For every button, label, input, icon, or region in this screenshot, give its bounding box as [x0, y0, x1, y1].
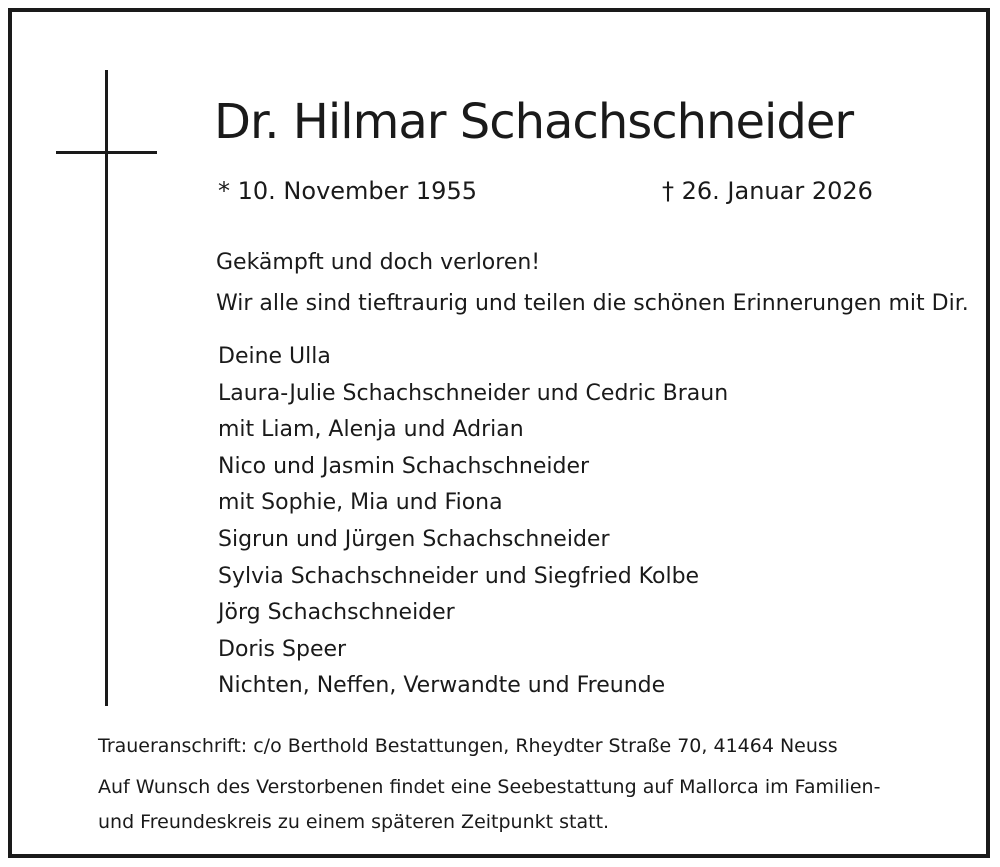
mourner-entry: Jörg Schachschneider: [218, 600, 455, 626]
mourner-entry: mit Liam, Alenja und Adrian: [218, 417, 524, 443]
burial-notice-line: und Freundeskreis zu einem späteren Zeitpunkt statt.: [98, 811, 610, 833]
mourner-entry: Laura-Julie Schachschneider und Cedric Braun: [218, 380, 729, 406]
cross-vertical-bar: [105, 70, 108, 706]
burial-notice-line: Auf Wunsch des Verstorbenen findet eine Seebestattung auf Mallorca im Familien-: [98, 776, 881, 798]
mourner-entry: Sigrun und Jürgen Schachschneider: [218, 526, 610, 552]
mourner-entry: Nico und Jasmin Schachschneider: [218, 453, 590, 479]
birth-date: * 10. November 1955: [218, 177, 477, 205]
mourner-entry: Nichten, Neffen, Verwandte und Freunde: [218, 673, 666, 699]
cross-horizontal-bar: [56, 151, 157, 154]
motto-line: Gekämpft und doch verloren!: [216, 250, 541, 275]
motto-line: Wir alle sind tieftraurig und teilen die schönen Erinnerungen mit Dir.: [216, 291, 969, 316]
mourner-entry: Sylvia Schachschneider und Siegfried Kolbe: [218, 563, 700, 589]
death-date: † 26. Januar 2026: [662, 177, 873, 205]
mourning-address: Traueranschrift: c/o Berthold Bestattungen, Rheydter Straße 70, 41464 Neuss: [98, 735, 838, 757]
mourner-entry: Doris Speer: [218, 636, 347, 662]
mourner-entry: mit Sophie, Mia und Fiona: [218, 490, 503, 516]
deceased-name: Dr. Hilmar Schachschneider: [214, 94, 854, 150]
mourners-list: [218, 339, 728, 705]
mourner-entry: Deine Ulla: [218, 344, 331, 369]
